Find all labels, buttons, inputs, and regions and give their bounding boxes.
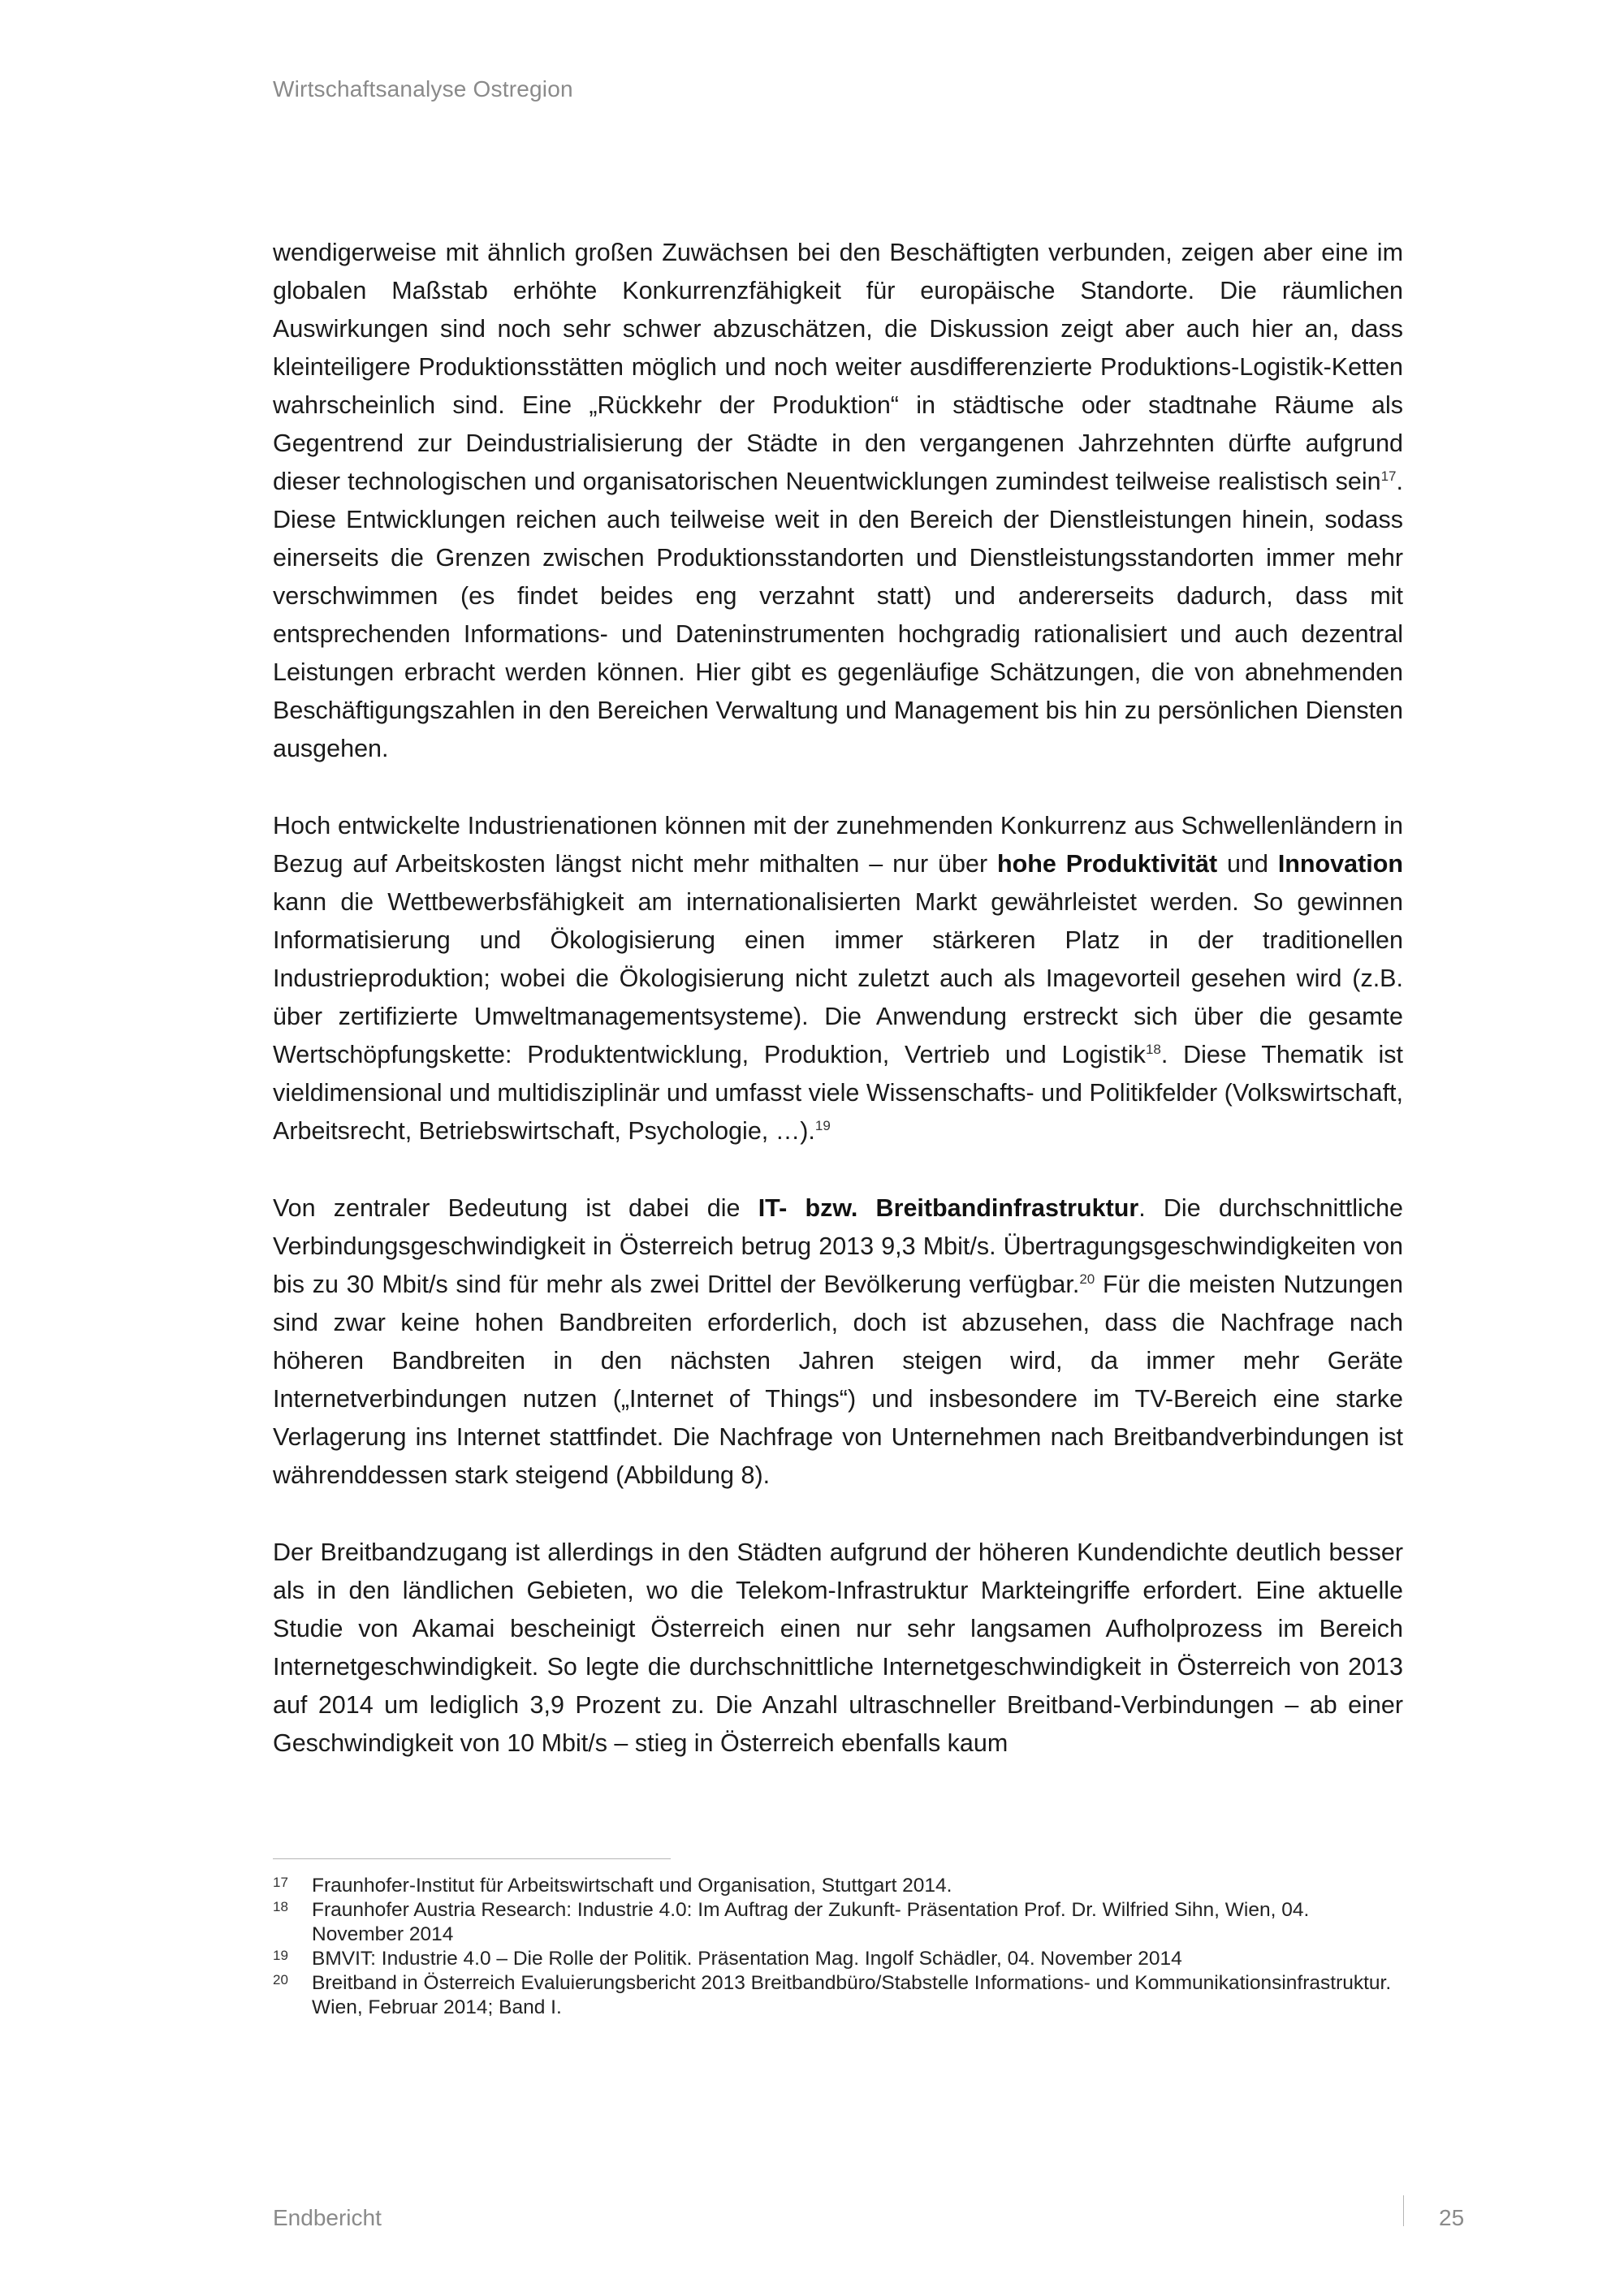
bold-phrase: hohe Produktivität — [996, 850, 1218, 878]
paragraph-4 — [273, 1534, 1403, 1763]
paragraph-1 — [273, 234, 1403, 768]
footnote-number: 18 — [273, 1899, 288, 1914]
bold-phrase: Innovation — [1277, 850, 1403, 878]
paragraph-text: . Diese Entwicklungen reichen auch teilweise weit in den Bereich der Dienstleistungen hinein, sodass einerseits die Grenzen zwischen Produktionsstandorten und Dienstleistungsstandorten immer mehr verschwimmen (es findet beides eng verzahnt statt) und andererseits dadurch, dass mit entsprechenden Informations- und Dateninstrumenten hochgradig rationalisiert und auch dezentral Leistungen erbracht werden können. Hier gibt es gegenläufige Schätzungen, die von abnehmenden Beschäftigungszahlen in den Bereichen Verwaltung und Management bis hin zu persönlichen Diensten ausgehen. — [273, 468, 1403, 762]
footnote-19 — [273, 1947, 1403, 1971]
page-number: 25 — [1439, 2205, 1465, 2230]
footer-divider — [1403, 2195, 1404, 2226]
paragraph-text: Der Breitbandzugang ist allerdings in den Städten aufgrund der höheren Kundendichte deutlich besser als in den ländlichen Gebieten, wo die Telekom-Infrastruktur Markteingriffe erfordert. Eine aktuelle Studie von Akamai bescheinigt Österreich einen nur sehr langsamen Aufholprozess im Bereich Internetgeschwindigkeit. So legte die durchschnittliche Internetgeschwindigkeit in Österreich von 2013 auf 2014 um lediglich 3,9 Prozent zu. Die Anzahl ultraschneller Breitband-Verbindungen – ab einer Geschwindigkeit von 10 Mbit/s – stieg in Österreich ebenfalls kaum — [273, 1539, 1403, 1757]
footnote-reference[interactable]: 19 — [814, 1117, 831, 1133]
paragraph-text: Von zentraler Bedeutung ist dabei die — [273, 1194, 758, 1222]
body-text — [273, 234, 1403, 1763]
footnote-reference[interactable]: 18 — [1145, 1041, 1161, 1057]
footnote-number: 19 — [273, 1948, 288, 1963]
footnote-reference[interactable]: 17 — [1380, 468, 1397, 484]
paragraph-text: . Die durchschnittliche Verbindungsgeschwindigkeit in Österreich betrug 2013 9,3 Mbit/s. Übertragungsgeschwindigkeiten von bis zu 30 Mbit/s sind für mehr als zwei Drittel der Bevölkerung verfügbar. — [273, 1194, 1404, 1298]
paragraph-text: Für die meisten Nutzungen sind zwar keine hohen Bandbreiten erforderlich, doch ist abzusehen, dass die Nachfrage nach höheren Bandbreiten in den nächsten Jahren steigen wird, da immer mehr Geräte Internetverbindungen nutzen („Internet of Things“) und insbesondere im TV-Bereich eine starke Verlagerung ins Internet stattfindet. Die Nachfrage von Unternehmen nach Breitbandverbindungen ist währenddessen stark steigend (Abbildung 8). — [273, 1271, 1403, 1489]
footnote-17 — [273, 1874, 1403, 1898]
footnote-reference[interactable]: 20 — [1079, 1271, 1095, 1287]
paragraph-text: kann die Wettbewerbsfähigkeit am internationalisierten Markt gewährleistet werden. So gewinnen Informatisierung und Ökologisierung einen immer stärkeren Platz in der traditionellen Industrieproduktion; wobei die Ökologisierung nicht zuletzt auch als Imagevorteil gesehen wird (z.B. über zertifizierte Umweltmanagementsysteme). Die Anwendung erstreckt sich über die gesamte Wertschöpfungskette: Produktentwicklung, Produktion, Vertrieb und Logistik — [273, 888, 1403, 1068]
footnote-divider — [273, 1858, 671, 1859]
running-footer: Endbericht — [273, 2205, 382, 2230]
footnote-20 — [273, 1971, 1403, 2020]
footnotes — [273, 1874, 1403, 2020]
paragraph-3 — [273, 1189, 1403, 1495]
footnote-text: Breitband in Österreich Evaluierungsbericht 2013 Breitbandbüro/Stabstelle Informations- und Kommunikationsinfrastruktur. Wien, Februar 2014; Band I. — [312, 1972, 1392, 2018]
footnote-text: Fraunhofer-Institut für Arbeitswirtschaft und Organisation, Stuttgart 2014. — [312, 1875, 952, 1897]
footnote-number: 20 — [273, 1972, 288, 1987]
footnote-text: Fraunhofer Austria Research: Industrie 4.0: Im Auftrag der Zukunft- Präsentation Prof. Dr. Wilfried Sihn, Wien, 04. November 2014 — [312, 1899, 1310, 1945]
running-header: Wirtschaftsanalyse Ostregion — [273, 76, 573, 101]
paragraph-2 — [273, 807, 1403, 1150]
bold-phrase: IT- bzw. Breitbandinfrastruktur — [758, 1194, 1139, 1222]
footnote-number: 17 — [273, 1875, 288, 1890]
paragraph-text: . Diese Thematik ist vieldimensional und multidisziplinär und umfasst viele Wissenschafts- und Politikfelder (Volkswirtschaft, Arbeitsrecht, Betriebswirtschaft, Psychologie, …). — [273, 1041, 1403, 1145]
paragraph-text: Hoch entwickelte Industrienationen können mit der zunehmenden Konkurrenz aus Schwellenländern in Bezug auf Arbeitskosten längst nicht mehr mithalten – nur über — [273, 812, 1403, 878]
footnote-18 — [273, 1898, 1403, 1947]
paragraph-text: wendigerweise mit ähnlich großen Zuwächsen bei den Beschäftigten verbunden, zeigen aber eine im globalen Maßstab erhöhte Konkurrenzfähigkeit für europäische Standorte. Die räumlichen Auswirkungen sind noch sehr schwer abzuschätzen, die Diskussion zeigt aber auch hier an, dass kleinteiligere Produktionsstätten möglich und noch weiter ausdifferenzierte Produktions-Logistik-Ketten wahrscheinlich sind. Eine „Rückkehr der Produktion“ in städtische oder stadtnahe Räume als Gegentrend zur Deindustrialisierung der Städte in den vergangenen Jahrzehnten dürfte aufgrund dieser technologischen und organisatorischen Neuentwicklungen zumindest teilweise realistisch sein — [273, 239, 1403, 495]
footnote-text: BMVIT: Industrie 4.0 – Die Rolle der Politik. Präsentation Mag. Ingolf Schädler, 04. November 2014 — [312, 1948, 1182, 1970]
paragraph-text: und — [1217, 850, 1278, 878]
